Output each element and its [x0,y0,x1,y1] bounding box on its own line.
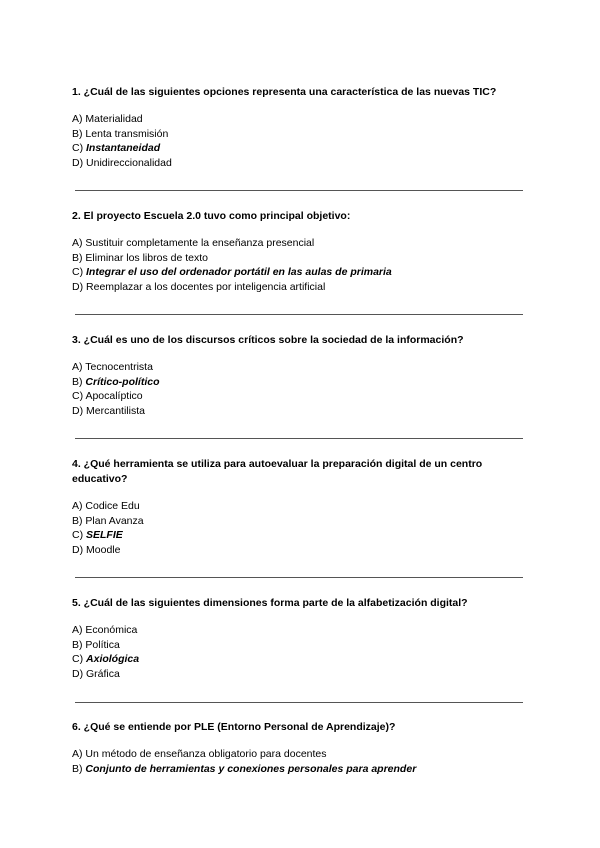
option-letter: C) [72,266,84,279]
option-b [72,514,532,529]
option-a [72,360,532,375]
correct-answer-text: Conjunto de herramientas y conexiones personales para aprender [85,762,417,775]
option-text: Sustituir completamente la enseñanza presencial [85,237,315,249]
options-list [72,236,532,295]
option-text: Lenta transmisión [85,127,169,140]
divider [75,577,523,578]
question-6 [72,720,532,776]
option-d [72,280,532,295]
option-text: Unidireccionalidad [86,157,172,170]
options-list [72,747,532,776]
option-letter: B) [72,638,83,651]
correct-answer-text: Instantaneidad [86,142,161,155]
option-letter: D) [72,157,84,170]
option-c-correct [72,652,532,667]
option-letter: C) [72,529,84,542]
option-letter: D) [72,281,84,294]
question-5 [72,596,532,682]
option-text: Moodle [86,544,121,557]
option-a [72,499,532,514]
option-letter: C) [72,142,84,155]
option-b [72,251,532,266]
option-letter: B) [72,127,83,140]
option-a [72,112,532,127]
option-a [72,623,532,638]
option-letter: A) [72,500,83,512]
divider [75,702,523,703]
correct-answer-text: Axiológica [86,653,140,666]
option-d [72,667,532,682]
option-letter: A) [72,748,83,760]
option-text: Económica [85,624,138,636]
option-text: Codice Edu [85,500,140,512]
option-b [72,638,532,653]
question-title: 2. El proyecto Escuela 2.0 tuvo como principal objetivo: [72,210,351,222]
option-letter: C) [72,653,84,666]
option-letter: B) [72,251,83,264]
option-letter: D) [72,544,84,557]
option-letter: A) [72,113,83,125]
divider [75,190,523,191]
option-letter: D) [72,405,84,418]
option-a [72,747,532,762]
option-letter: B) [72,762,83,775]
option-text: Tecnocentrista [85,361,153,373]
question-4 [72,457,532,558]
option-text: Reemplazar a los docentes por inteligencia artificial [86,281,326,294]
option-c-correct [72,528,532,543]
divider [75,438,523,439]
option-text: Gráfica [86,668,120,681]
option-letter: A) [72,624,83,636]
option-text: Materialidad [85,113,143,125]
question-title: 1. ¿Cuál de las siguientes opciones representa una característica de las nuevas TIC? [72,86,497,98]
divider [75,314,523,315]
options-list [72,360,532,419]
question-title: 5. ¿Cuál de las siguientes dimensiones forma parte de la alfabetización digital? [72,597,468,609]
option-a [72,236,532,251]
question-1 [72,85,532,171]
option-text: Política [85,638,120,651]
option-d [72,404,532,419]
option-letter: B) [72,514,83,527]
correct-answer-text: Crítico-político [85,375,160,388]
correct-answer-text: SELFIE [86,529,123,542]
options-list [72,112,532,171]
question-title: 6. ¿Qué se entiende por PLE (Entorno Personal de Aprendizaje)? [72,721,396,733]
option-letter: A) [72,237,83,249]
option-text: Un método de enseñanza obligatorio para docentes [85,748,327,760]
option-b-correct [72,375,532,390]
options-list [72,623,532,682]
option-letter: B) [72,375,83,388]
option-c-correct [72,141,532,156]
option-letter: A) [72,361,83,373]
option-b [72,127,532,142]
correct-answer-text: Integrar el uso del ordenador portátil en las aulas de primaria [86,266,392,279]
option-text: Apocalíptico [85,390,143,403]
option-d [72,543,532,558]
question-title: 3. ¿Cuál es uno de los discursos críticos sobre la sociedad de la información? [72,334,464,346]
option-letter: C) [72,390,84,403]
option-c [72,389,532,404]
option-b-correct [72,762,532,777]
question-title: 4. ¿Qué herramienta se utiliza para autoevaluar la preparación digital de un centro educativo? [72,458,483,485]
option-c-correct [72,265,532,280]
option-text: Mercantilista [86,405,145,418]
option-text: Eliminar los libros de texto [85,251,208,264]
option-text: Plan Avanza [85,514,144,527]
option-d [72,156,532,171]
options-list [72,499,532,558]
question-2 [72,209,532,295]
question-3 [72,333,532,419]
option-letter: D) [72,668,84,681]
